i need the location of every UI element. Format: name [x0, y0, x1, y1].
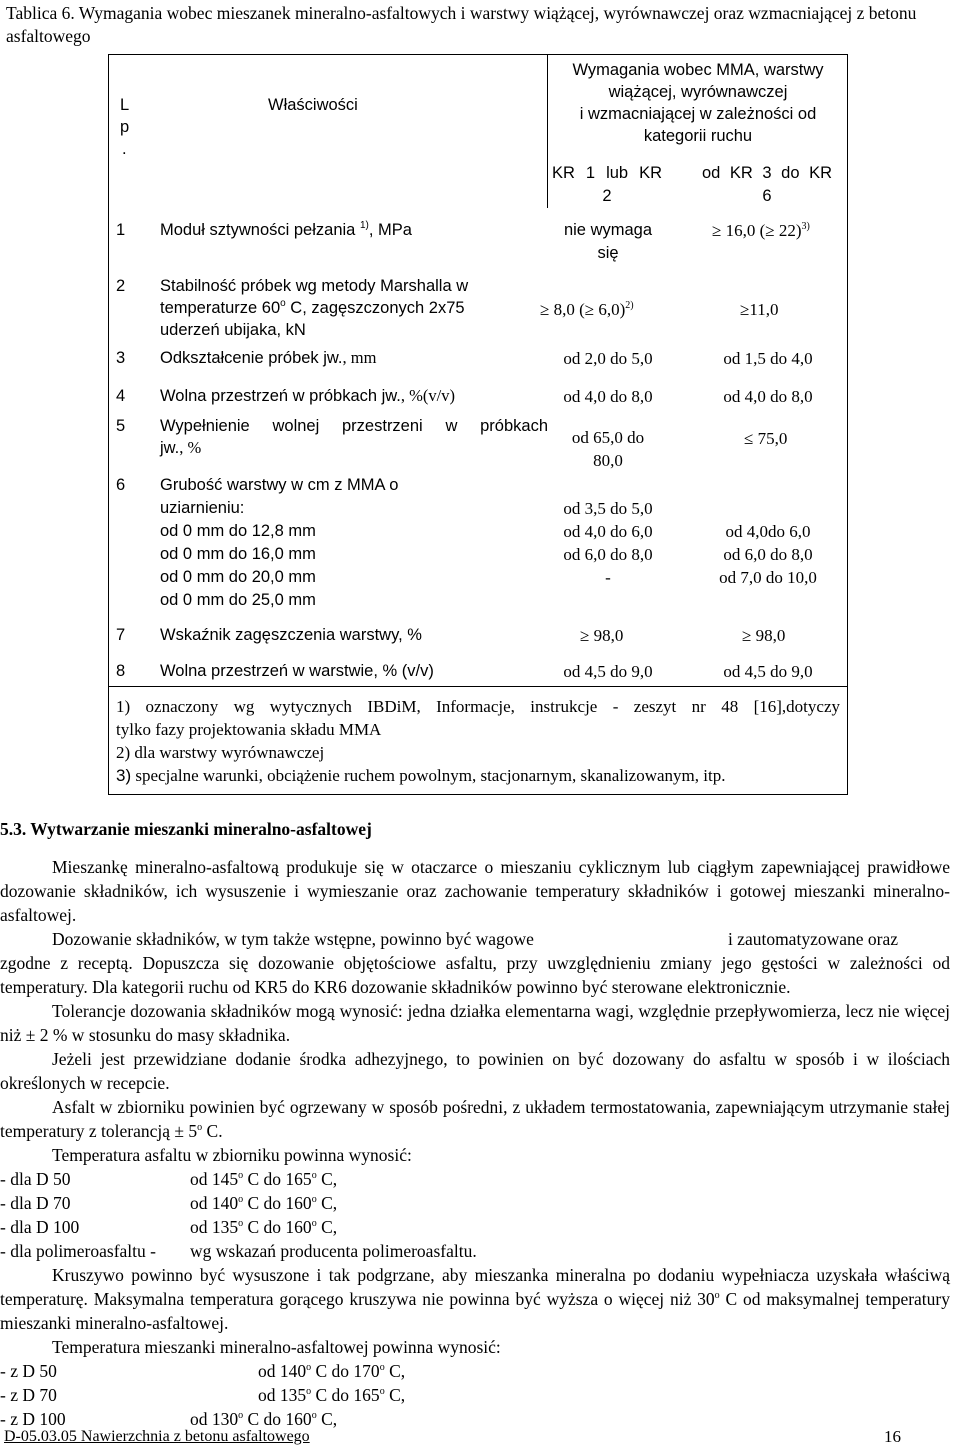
paragraph-8: Temperatura mieszanki mineralno-asfaltowej powinna wynosić:: [52, 1337, 501, 1357]
row6-property-5: od 0 mm do 20,0 mm: [160, 568, 316, 586]
row2-property-2: temperaturze 60$^o$ C, zagęszczonych 2x75: [160, 298, 465, 317]
row6-v1-4: -: [605, 568, 611, 587]
page-number: 16: [884, 1427, 901, 1446]
row7-property: Wskaźnik zagęszczenia warstwy, %: [160, 626, 422, 644]
row5-property-1: Wypełnienie wolnej przestrzeni w próbkach: [160, 417, 548, 435]
col-kr12-header: KR 1 lub KR: [552, 164, 662, 182]
row6-number: 6: [116, 476, 126, 494]
paragraph-7: Kruszywo powinno być wysuszone i tak podgrzane, aby mieszanka mineralna po dodaniu wypełniacza uzyskała właściwą temperaturę. Maksymalna temperatura gorącego kruszywa nie powinna być wyższa o więcej niż 30$^o$ C od maksymalnej temperatury mieszanki mineralno-asfaltowej.: [0, 1265, 950, 1333]
paragraph-6: Temperatura asfaltu w zbiorniku powinna wynosić:: [52, 1145, 412, 1165]
row6-property-6: od 0 mm do 25,0 mm: [160, 591, 316, 609]
requirements-header-3: i wzmacniającej w zależności od: [579, 105, 817, 123]
note-2: 2) dla warstwy wyrównawczej: [116, 743, 325, 762]
row8-number: 8: [116, 662, 126, 680]
note-1: 1) oznaczony wg wytycznych IBDiM, Informacje, instrukcje - zeszyt nr 48 [16],dotyczy: [116, 697, 840, 716]
row1-property: Moduł sztywności pełzania $^{1)}$, MPa: [160, 220, 412, 239]
section-title: 5.3. Wytwarzanie mieszanki mineralno-asfaltowej: [0, 819, 372, 839]
requirements-header-2: wiążącej, wyrównawczej: [608, 83, 788, 101]
row7-v1: ≥ 98,0: [580, 626, 624, 645]
temp-asphalt-d50: - dla D 50 od 145$^o$ C do 165$^o$ C,: [0, 1169, 338, 1189]
requirements-header-4: kategorii ruchu: [643, 127, 753, 145]
row6-v1-3: od 6,0 do 8,0: [563, 545, 653, 564]
lp-header-2: p: [120, 118, 130, 136]
row6-v2-2: od 6,0 do 8,0: [723, 545, 813, 564]
row5-v2: ≤ 75,0: [744, 429, 788, 448]
row1-v1: nie wymaga: [563, 221, 653, 239]
temp-mix-d100: - z D 100 od 130$^o$ C do 160$^o$ C,: [0, 1409, 338, 1429]
footer-document-title: D-05.03.05 Nawierzchnia z betonu asfaltowego: [4, 1428, 310, 1445]
row6-property-1: Grubość warstwy w cm z MMA o: [160, 476, 399, 494]
row4-v1: od 4,0 do 8,0: [563, 387, 653, 406]
row4-number: 4: [116, 387, 126, 405]
row5-property-2: jw., %: [160, 438, 202, 457]
row6-v1-1: od 3,5 do 5,0: [563, 499, 653, 518]
row6-v2-1: od 4,0do 6,0: [725, 522, 811, 541]
lp-header-1: L: [120, 96, 130, 114]
row1-v2: ≥ 16,0 (≥ 22)$^{3)}$: [712, 221, 810, 240]
row5-v1-2: 80,0: [593, 451, 623, 470]
requirements-header-1: Wymagania wobec MMA, warstwy: [572, 61, 824, 79]
row5-number: 5: [116, 417, 126, 435]
note-1-cont: tylko fazy projektowania składu MMA: [116, 720, 382, 739]
temp-asphalt-d100: - dla D 100 od 135$^o$ C do 160$^o$ C,: [0, 1217, 338, 1237]
lp-header-3: .: [122, 140, 127, 158]
row1-v1-2: się: [597, 244, 619, 262]
temp-mix-d50: - z D 50 od 140$^o$ C do 170$^o$ C,: [0, 1361, 406, 1381]
col-kr36-header: od KR 3 do KR: [702, 164, 832, 182]
row3-number: 3: [116, 349, 126, 367]
row2-v2: ≥11,0: [740, 300, 779, 319]
row2-property-1: Stabilność próbek wg metody Marshalla w: [160, 277, 469, 295]
row2-number: 2: [116, 277, 126, 295]
paragraph-3: Tolerancje dozowania składników mogą wynosić: jedna działka elementarna wagi, względnie przepływomierza, lecz nie więcej niż ± 2 % w stosunku do masy składnika.: [0, 1001, 950, 1045]
note-3: 3) specjalne warunki, obciążenie ruchem powolnym, stacjonarnym, skanalizowanym, itp.: [116, 766, 726, 785]
row1-number: 1: [116, 221, 126, 239]
row3-v2: od 1,5 do 4,0: [723, 349, 813, 368]
row3-v1: od 2,0 do 5,0: [563, 349, 653, 368]
col-kr12-header-2: 2: [602, 187, 612, 205]
temp-asphalt-polymer: - dla polimeroasfaltu - wg wskazań producenta polimeroasfaltu.: [0, 1241, 477, 1261]
temp-asphalt-d70: - dla D 70 od 140$^o$ C do 160$^o$ C,: [0, 1193, 338, 1213]
paragraph-2-line1: Dozowanie składników, w tym także wstępne, powinno być wagowe i zautomatyzowane oraz: [52, 929, 898, 949]
row6-v2-3: od 7,0 do 10,0: [719, 568, 817, 587]
paragraph-2: zgodne z receptą. Dopuszcza się dozowanie objętościowe asfaltu, przy uwzględnieniu zmiany jego gęstości w zależności od temperatury. Dla kategorii ruchu od KR5 do KR6 dozowanie składników powinno być sterowane elektronicznie.: [0, 953, 950, 997]
row8-v1: od 4,5 do 9,0: [563, 662, 653, 681]
row4-property: Wolna przestrzeń w próbkach jw., %(v/v): [160, 386, 455, 405]
row2-property-3: uderzeń ubijaka, kN: [160, 321, 306, 339]
row5-v1: od 65,0 do: [571, 428, 645, 447]
temp-mix-d70: - z D 70 od 135$^o$ C do 165$^o$ C,: [0, 1385, 406, 1405]
row7-v2: ≥ 98,0: [742, 626, 786, 645]
table-caption: Tablica 6. Wymagania wobec mieszanek mineralno-asfaltowych i warstwy wiążącej, wyrównawczej oraz wzmacniającej z betonu asfaltowego: [6, 3, 917, 46]
row3-property: Odkształcenie próbek jw., mm: [160, 348, 377, 367]
row4-v2: od 4,0 do 8,0: [723, 387, 813, 406]
row6-property-2: uziarnieniu:: [160, 499, 245, 517]
row2-v1: ≥ 8,0 (≥ 6,0)$^{2)}$: [540, 300, 634, 319]
requirements-table: [108, 54, 848, 795]
row8-v2: od 4,5 do 9,0: [723, 662, 813, 681]
row6-property-4: od 0 mm do 16,0 mm: [160, 545, 316, 563]
row7-number: 7: [116, 626, 126, 644]
paragraph-1: Mieszankę mineralno-asfaltową produkuje się w otaczarce o mieszaniu cyklicznym lub ciągłym zapewniającej prawidłowe dozowanie składników, ich wysuszenie i wymieszanie oraz zachowanie temperatury składników i gotowej mieszanki mineralno-asfaltowej.: [0, 857, 950, 925]
col-kr36-header-2: 6: [762, 187, 772, 205]
paragraph-5: Asfalt w zbiorniku powinien być ogrzewany w sposób pośredni, z układem termostatowania, zapewniającym utrzymanie stałej temperatury z tolerancją ± $5^o$ C.: [0, 1097, 950, 1141]
row6-property-3: od 0 mm do 12,8 mm: [160, 522, 316, 540]
row8-property: Wolna przestrzeń w warstwie, % (v/v): [160, 662, 434, 680]
properties-header: Właściwości: [268, 96, 358, 114]
paragraph-4: Jeżeli jest przewidziane dodanie środka adhezyjnego, to powinien on być dozowany do asfaltu w sposób i w ilościach określonych w recepcie.: [0, 1049, 950, 1093]
row6-v1-2: od 4,0 do 6,0: [563, 522, 653, 541]
